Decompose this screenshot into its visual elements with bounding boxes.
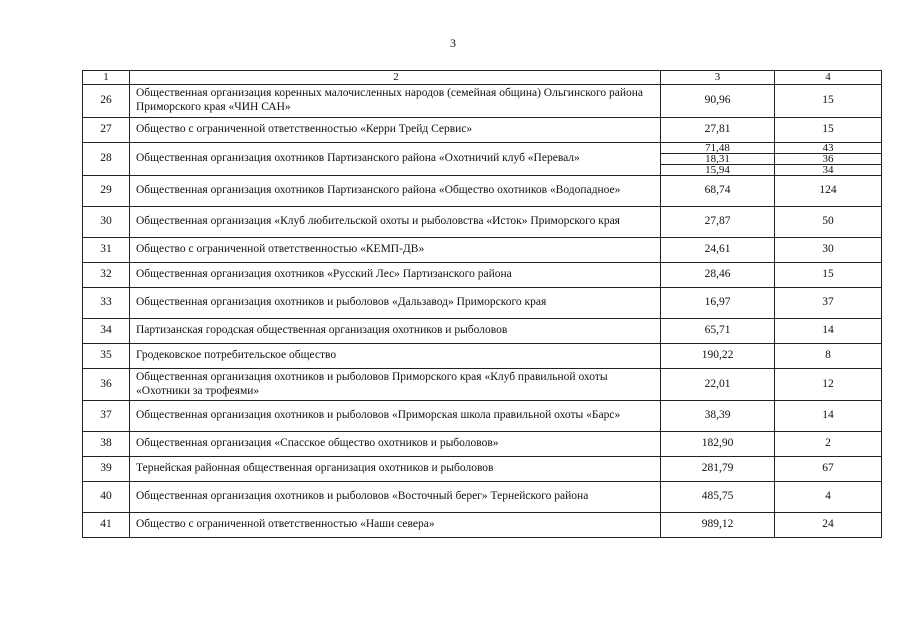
area-value: 90,96 xyxy=(661,85,775,118)
area-value: 71,48 xyxy=(661,142,775,153)
count-value: 15 xyxy=(775,85,882,118)
area-value: 28,46 xyxy=(661,262,775,287)
count-value: 43 xyxy=(775,142,882,153)
area-value: 24,61 xyxy=(661,237,775,262)
table-row xyxy=(83,142,882,153)
row-number: 40 xyxy=(83,482,130,513)
count-value: 34 xyxy=(775,164,882,175)
column-header-3: 3 xyxy=(661,71,775,85)
row-number: 32 xyxy=(83,262,130,287)
header-row xyxy=(83,71,882,85)
row-number: 41 xyxy=(83,513,130,538)
column-header-4: 4 xyxy=(775,71,882,85)
row-number: 39 xyxy=(83,457,130,482)
area-value: 989,12 xyxy=(661,513,775,538)
organization-name: Общество с ограниченной ответственностью «Наши севера» xyxy=(130,513,661,538)
column-header-2: 2 xyxy=(130,71,661,85)
count-value: 24 xyxy=(775,513,882,538)
area-value: 281,79 xyxy=(661,457,775,482)
area-value: 182,90 xyxy=(661,432,775,457)
row-number: 35 xyxy=(83,343,130,368)
organization-name: Общественная организация охотников «Русский Лес» Партизанского района xyxy=(130,262,661,287)
organization-name: Общественная организация охотников и рыболовов Приморского края «Клуб правильной охоты «Охотники за трофеями» xyxy=(130,368,661,401)
area-value: 15,94 xyxy=(661,164,775,175)
row-number: 37 xyxy=(83,401,130,432)
area-value: 27,87 xyxy=(661,206,775,237)
count-value: 37 xyxy=(775,287,882,318)
count-value: 30 xyxy=(775,237,882,262)
count-value: 8 xyxy=(775,343,882,368)
count-value: 15 xyxy=(775,117,882,142)
count-value: 15 xyxy=(775,262,882,287)
count-value: 14 xyxy=(775,318,882,343)
row-number: 38 xyxy=(83,432,130,457)
organization-name: Партизанская городская общественная организация охотников и рыболовов xyxy=(130,318,661,343)
count-value: 124 xyxy=(775,175,882,206)
organization-name: Общество с ограниченной ответственностью «КЕМП-ДВ» xyxy=(130,237,661,262)
count-value: 50 xyxy=(775,206,882,237)
row-number: 36 xyxy=(83,368,130,401)
table-row xyxy=(83,117,882,142)
area-value: 38,39 xyxy=(661,401,775,432)
row-number: 28 xyxy=(83,142,130,175)
table-row xyxy=(83,262,882,287)
count-value: 12 xyxy=(775,368,882,401)
row-number: 31 xyxy=(83,237,130,262)
area-value: 18,31 xyxy=(661,153,775,164)
organizations-table xyxy=(82,70,882,538)
organization-name: Гродековское потребительское общество xyxy=(130,343,661,368)
table-row xyxy=(83,401,882,432)
count-value: 67 xyxy=(775,457,882,482)
organization-name: Общественная организация «Клуб любительской охоты и рыболовства «Исток» Приморского края xyxy=(130,206,661,237)
row-number: 29 xyxy=(83,175,130,206)
table-row xyxy=(83,85,882,118)
table-row xyxy=(83,482,882,513)
table-row xyxy=(83,432,882,457)
row-number: 34 xyxy=(83,318,130,343)
count-value: 14 xyxy=(775,401,882,432)
column-header-1: 1 xyxy=(83,71,130,85)
area-value: 190,22 xyxy=(661,343,775,368)
table-row xyxy=(83,206,882,237)
row-number: 30 xyxy=(83,206,130,237)
organization-name: Общественная организация охотников Партизанского района «Охотничий клуб «Перевал» xyxy=(130,142,661,175)
row-number: 27 xyxy=(83,117,130,142)
organization-name: Тернейская районная общественная организация охотников и рыболовов xyxy=(130,457,661,482)
row-number: 33 xyxy=(83,287,130,318)
area-value: 68,74 xyxy=(661,175,775,206)
area-value: 22,01 xyxy=(661,368,775,401)
organization-name: Общество с ограниченной ответственностью «Керри Трейд Сервис» xyxy=(130,117,661,142)
row-number: 26 xyxy=(83,85,130,118)
organization-name: Общественная организация охотников Партизанского района «Общество охотников «Водопадное» xyxy=(130,175,661,206)
area-value: 485,75 xyxy=(661,482,775,513)
table-row xyxy=(83,287,882,318)
table-body xyxy=(83,85,882,538)
organization-name: Общественная организация коренных малочисленных народов (семейная община) Ольгинского района Приморского края «ЧИН САН» xyxy=(130,85,661,118)
organization-name: Общественная организация «Спасское общество охотников и рыболовов» xyxy=(130,432,661,457)
table-row xyxy=(83,318,882,343)
table-row xyxy=(83,237,882,262)
table-row xyxy=(83,457,882,482)
organization-name: Общественная организация охотников и рыболовов «Восточный берег» Тернейского района xyxy=(130,482,661,513)
table-row xyxy=(83,175,882,206)
table-row xyxy=(83,513,882,538)
count-value: 4 xyxy=(775,482,882,513)
organization-name: Общественная организация охотников и рыболовов «Приморская школа правильной охоты «Барс» xyxy=(130,401,661,432)
count-value: 36 xyxy=(775,153,882,164)
table-row xyxy=(83,343,882,368)
page-number: 3 xyxy=(450,36,456,50)
organization-name: Общественная организация охотников и рыболовов «Дальзавод» Приморского края xyxy=(130,287,661,318)
count-value: 2 xyxy=(775,432,882,457)
area-value: 65,71 xyxy=(661,318,775,343)
table-row xyxy=(83,368,882,401)
area-value: 16,97 xyxy=(661,287,775,318)
area-value: 27,81 xyxy=(661,117,775,142)
